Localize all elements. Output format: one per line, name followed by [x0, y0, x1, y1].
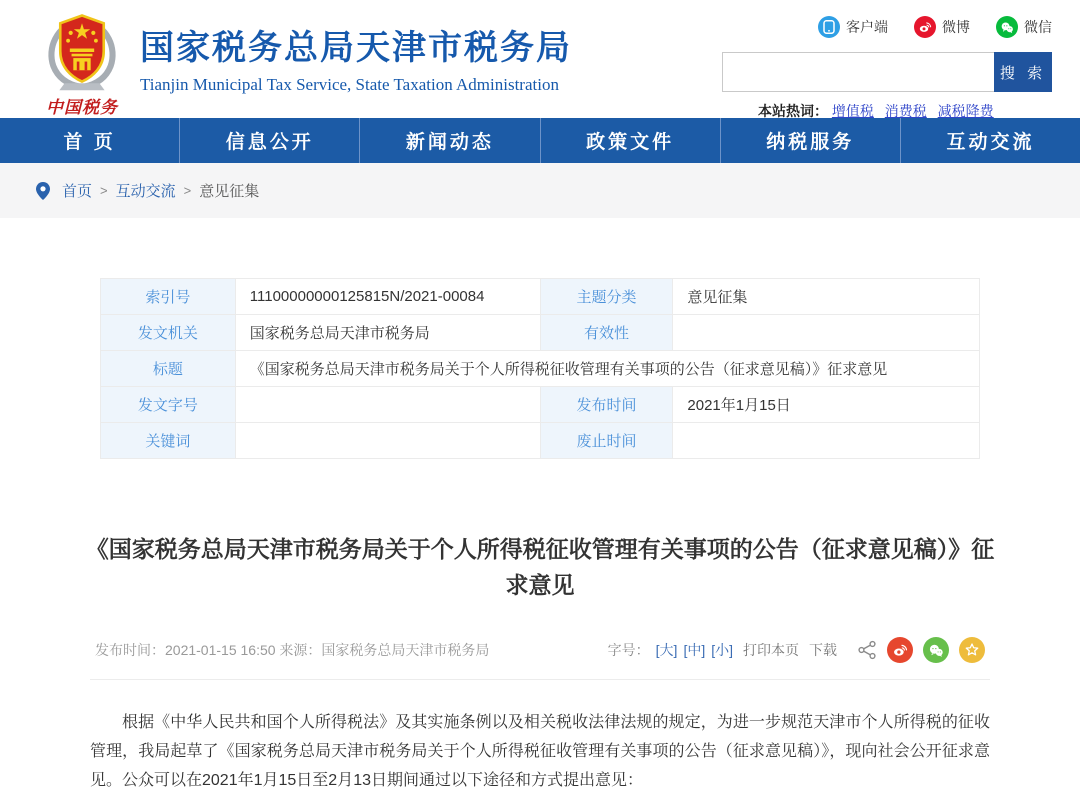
main-nav — [0, 118, 1080, 163]
value-repeal-date — [673, 423, 980, 459]
nav-item-home[interactable]: 首 页 — [63, 132, 116, 153]
table-row — [101, 351, 980, 387]
wechat-link[interactable] — [996, 16, 1052, 38]
weibo-icon — [914, 16, 936, 38]
brand-text — [140, 12, 572, 95]
breadcrumb-separator: > — [183, 183, 192, 198]
breadcrumb-separator: > — [100, 183, 108, 198]
table-row — [101, 315, 980, 351]
site-brand — [36, 12, 572, 118]
article-title: 《国家税务总局天津市税务局关于个人所得税征收管理有关事项的公告（征求意见稿）》征求意见 — [85, 536, 995, 598]
value-validity — [673, 315, 980, 351]
search-button[interactable]: 搜 索 — [994, 52, 1052, 92]
value-issuing-agency: 国家税务总局天津市税务局 — [235, 315, 540, 351]
font-size-large-button[interactable]: [大] — [655, 642, 678, 658]
label-document-number: 发文字号 — [101, 387, 236, 423]
value-publish-date: 2021年1月15日 — [673, 387, 980, 423]
breadcrumb-home[interactable]: 首页 — [62, 183, 93, 200]
site-header — [0, 0, 1080, 118]
nav-item-info-disclosure[interactable]: 信息公开 — [179, 118, 359, 163]
label-publish-date: 发布时间 — [540, 387, 673, 423]
hotword-link-consumption-tax[interactable]: 消费税 — [884, 103, 927, 119]
nav-item-tax-service[interactable]: 纳税服务 — [720, 118, 900, 163]
value-index-number: 11100000000125815N/2021-00084 — [235, 279, 540, 315]
content-divider — [90, 679, 990, 680]
site-title: 国家税务总局天津市税务局 — [140, 29, 572, 67]
article-meta: 发布时间：2021-01-15 16:50 来源：国家税务总局天津市税务局 — [95, 642, 490, 658]
article-toolbar — [608, 637, 985, 663]
search-input[interactable] — [722, 52, 994, 92]
wechat-label: 微信 — [1024, 19, 1052, 35]
font-size-small-button[interactable]: [小] — [711, 642, 733, 658]
label-keywords: 关键词 — [101, 423, 236, 459]
breadcrumb — [36, 180, 259, 201]
share-wechat-icon[interactable] — [923, 637, 949, 663]
download-button[interactable]: 下载 — [809, 642, 837, 658]
hotword-link-vat[interactable]: 增值税 — [831, 103, 874, 119]
table-row — [101, 387, 980, 423]
print-page-button[interactable]: 打印本页 — [743, 642, 799, 658]
hotword-link-tax-cut[interactable]: 减税降费 — [937, 103, 994, 119]
location-pin-icon — [36, 182, 50, 200]
client-app-link[interactable] — [818, 16, 888, 38]
label-repeal-date: 废止时间 — [540, 423, 673, 459]
nav-item-news[interactable]: 新闻动态 — [359, 118, 539, 163]
font-size-label: 字号： — [607, 642, 650, 658]
tax-emblem-logo — [36, 12, 128, 118]
share-icon[interactable] — [857, 640, 877, 660]
label-issuing-agency: 发文机关 — [101, 315, 236, 351]
weibo-label: 微博 — [942, 19, 970, 35]
client-app-label: 客户端 — [846, 19, 888, 35]
label-title: 标题 — [101, 351, 236, 387]
table-row — [101, 423, 980, 459]
table-row — [101, 279, 980, 315]
value-keywords — [235, 423, 540, 459]
tax-emblem-icon — [38, 12, 126, 92]
value-subject-category: 意见征集 — [673, 279, 980, 315]
breadcrumb-band — [0, 163, 1080, 218]
mobile-client-icon — [818, 16, 840, 38]
nav-item-interaction[interactable]: 互动交流 — [900, 118, 1080, 163]
article-body — [90, 708, 990, 795]
weibo-link[interactable] — [914, 16, 970, 38]
font-size-medium-button[interactable]: [中] — [683, 642, 706, 658]
breadcrumb-interaction[interactable]: 互动交流 — [115, 183, 176, 200]
label-validity: 有效性 — [540, 315, 673, 351]
article-meta-row — [95, 637, 985, 663]
header-right — [722, 12, 1052, 121]
article-paragraph: 根据《中华人民共和国个人所得税法》及其实施条例以及相关税收法律法规的规定，为进一步规范天津市个人所得税的征收管理，我局起草了《国家税务总局天津市税务局关于个人所得税征收管理有关事项的公告（征求意见稿）》，现向社会公开征求意见。公众可以在2021年1月15日至2月13日期间通过以下途径和方式提出意见： — [90, 714, 990, 789]
breadcrumb-current: 意见征集 — [199, 183, 260, 200]
site-subtitle: Tianjin Municipal Tax Service, State Taxation Administration — [140, 74, 559, 94]
hotwords-label: 本站热词： — [758, 103, 828, 119]
social-links — [722, 12, 1052, 42]
value-title: 《国家税务总局天津市税务局关于个人所得税征收管理有关事项的公告（征求意见稿）》征求意见 — [235, 351, 979, 387]
label-index-number: 索引号 — [101, 279, 236, 315]
favorite-star-icon[interactable] — [959, 637, 985, 663]
search-bar — [722, 52, 1052, 92]
logo-caption: 中国税务 — [46, 98, 118, 118]
wechat-icon — [996, 16, 1018, 38]
document-info-table — [100, 278, 980, 459]
share-weibo-icon[interactable] — [887, 637, 913, 663]
label-subject-category: 主题分类 — [540, 279, 673, 315]
nav-item-policy-docs[interactable]: 政策文件 — [540, 118, 720, 163]
value-document-number — [235, 387, 540, 423]
